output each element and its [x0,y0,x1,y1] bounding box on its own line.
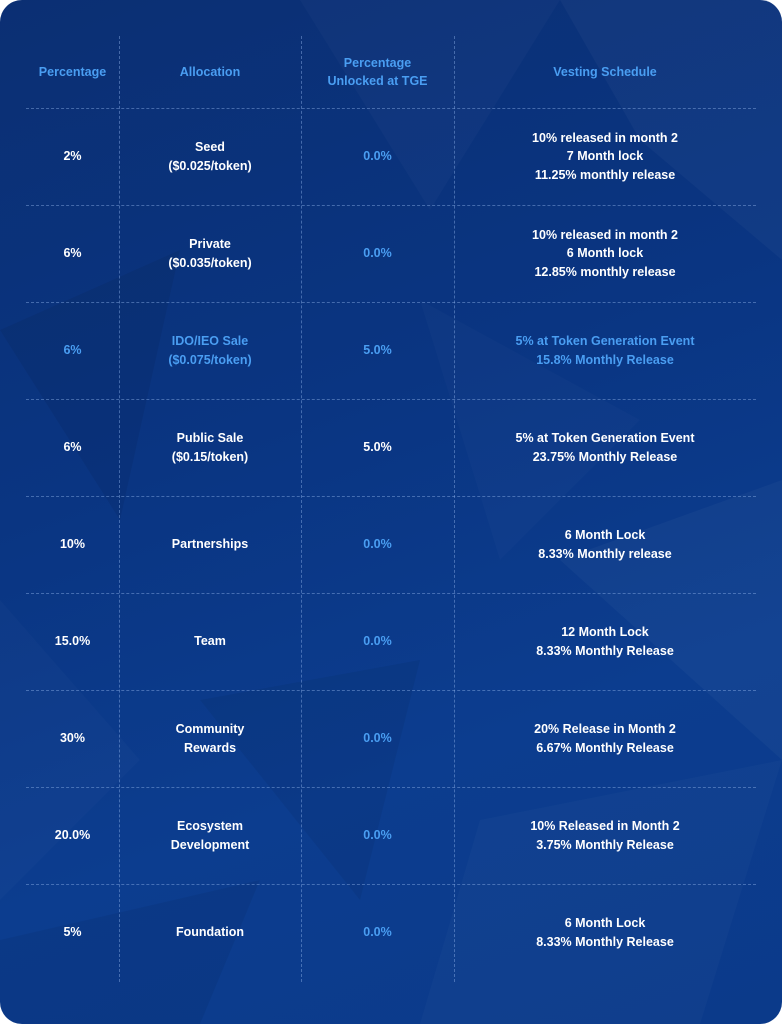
unlocked-value: 0.0% [363,246,392,261]
table-cell-vesting [454,399,756,496]
unlocked-value: 0.0% [363,149,392,164]
vesting-line: 6.67% Monthly Release [536,740,674,755]
vesting-line: 23.75% Monthly Release [532,449,678,464]
table-cell-vesting [454,108,756,205]
table-cell-allocation [119,496,301,593]
table-cell-percentage [26,787,119,884]
header-text: Percentage [343,55,412,70]
allocation-line: Private [189,237,231,251]
table-cell-allocation [119,399,301,496]
vesting-line: 7 Month lock [566,149,644,164]
table-cell-allocation [119,205,301,302]
table-cell-vesting [454,496,756,593]
unlocked-value: 5.0% [363,440,392,455]
allocation-line: ($0.025/token) [168,158,252,173]
table-cell-vesting [454,690,756,787]
table-cell-vesting [454,205,756,302]
header-percentage [26,36,119,108]
vesting-line: 8.33% Monthly release [538,546,672,561]
percentage-value: 6% [63,440,82,455]
table-cell-allocation [119,690,301,787]
table-cell-percentage [26,884,119,981]
vesting-line: 10% released in month 2 [532,130,678,145]
header-unlocked-at-tge [301,36,454,108]
percentage-value: 30% [59,731,86,746]
header-text: Vesting Schedule [553,64,657,79]
vesting-line: 8.33% Monthly Release [536,934,674,949]
allocation-line: IDO/IEO Sale [171,334,249,348]
vesting-line: 6 Month Lock [564,916,646,930]
vesting-line: 20% Release in Month 2 [534,722,676,736]
table-cell-vesting [454,593,756,690]
vesting-line: 5% at Token Generation Event [515,431,695,445]
vesting-line: 12 Month Lock [561,625,649,639]
allocation-line: Rewards [183,740,237,755]
percentage-value: 2% [63,149,82,164]
unlocked-value: 0.0% [363,537,392,552]
allocation-line: Partnerships [171,537,249,552]
table-cell-allocation [119,302,301,399]
unlocked-value: 0.0% [363,828,392,843]
unlocked-value: 0.0% [363,731,392,746]
percentage-value: 10% [59,537,86,552]
allocation-line: Seed [195,140,225,154]
vesting-line: 5% at Token Generation Event [515,334,695,348]
table-cell-percentage [26,108,119,205]
percentage-value: 15.0% [54,634,91,649]
table-cell-unlocked [301,496,454,593]
table-cell-unlocked [301,690,454,787]
header-vesting-schedule [454,36,756,108]
percentage-value: 6% [63,343,82,358]
vesting-line: 11.25% monthly release [534,167,676,182]
table-cell-unlocked [301,205,454,302]
allocation-line: Community [175,722,245,736]
percentage-value: 6% [63,246,82,261]
table-cell-percentage [26,496,119,593]
vesting-line: 10% Released in Month 2 [530,819,680,833]
table-cell-vesting [454,884,756,981]
percentage-value: 20.0% [54,828,91,843]
table-cell-percentage [26,302,119,399]
vesting-line: 8.33% Monthly Release [536,643,674,658]
table-cell-allocation [119,108,301,205]
table-cell-allocation [119,884,301,981]
table-cell-unlocked [301,108,454,205]
vesting-line: 12.85% monthly release [534,264,676,279]
unlocked-value: 0.0% [363,634,392,649]
table-cell-allocation [119,593,301,690]
header-allocation [119,36,301,108]
allocation-line: Team [194,634,226,649]
table-cell-vesting [454,787,756,884]
table-cell-vesting [454,302,756,399]
table-cell-unlocked [301,399,454,496]
header-text: Percentage [38,64,107,79]
allocation-line: Foundation [175,925,245,940]
header-text: Allocation [179,64,241,79]
table-cell-unlocked [301,593,454,690]
unlocked-value: 0.0% [363,925,392,940]
allocation-line: Development [170,837,250,852]
allocation-line: Public Sale [176,431,244,445]
table-cell-percentage [26,399,119,496]
allocation-line: ($0.075/token) [168,352,252,367]
table-cell-percentage [26,690,119,787]
allocation-line: Ecosystem [176,819,243,833]
table-cell-unlocked [301,884,454,981]
vesting-line: 3.75% Monthly Release [536,837,674,852]
table-cell-allocation [119,787,301,884]
table-cell-unlocked [301,787,454,884]
vesting-line: 10% released in month 2 [532,227,678,242]
table-cell-percentage [26,593,119,690]
table-cell-percentage [26,205,119,302]
table-cell-unlocked [301,302,454,399]
vesting-line: 6 Month lock [566,246,644,261]
allocation-line: ($0.15/token) [171,449,249,464]
percentage-value: 5% [63,925,82,940]
header-text: Unlocked at TGE [327,74,428,88]
vesting-line: 15.8% Monthly Release [536,352,674,367]
unlocked-value: 5.0% [363,343,392,358]
vesting-line: 6 Month Lock [564,528,646,542]
allocation-line: ($0.035/token) [168,255,252,270]
